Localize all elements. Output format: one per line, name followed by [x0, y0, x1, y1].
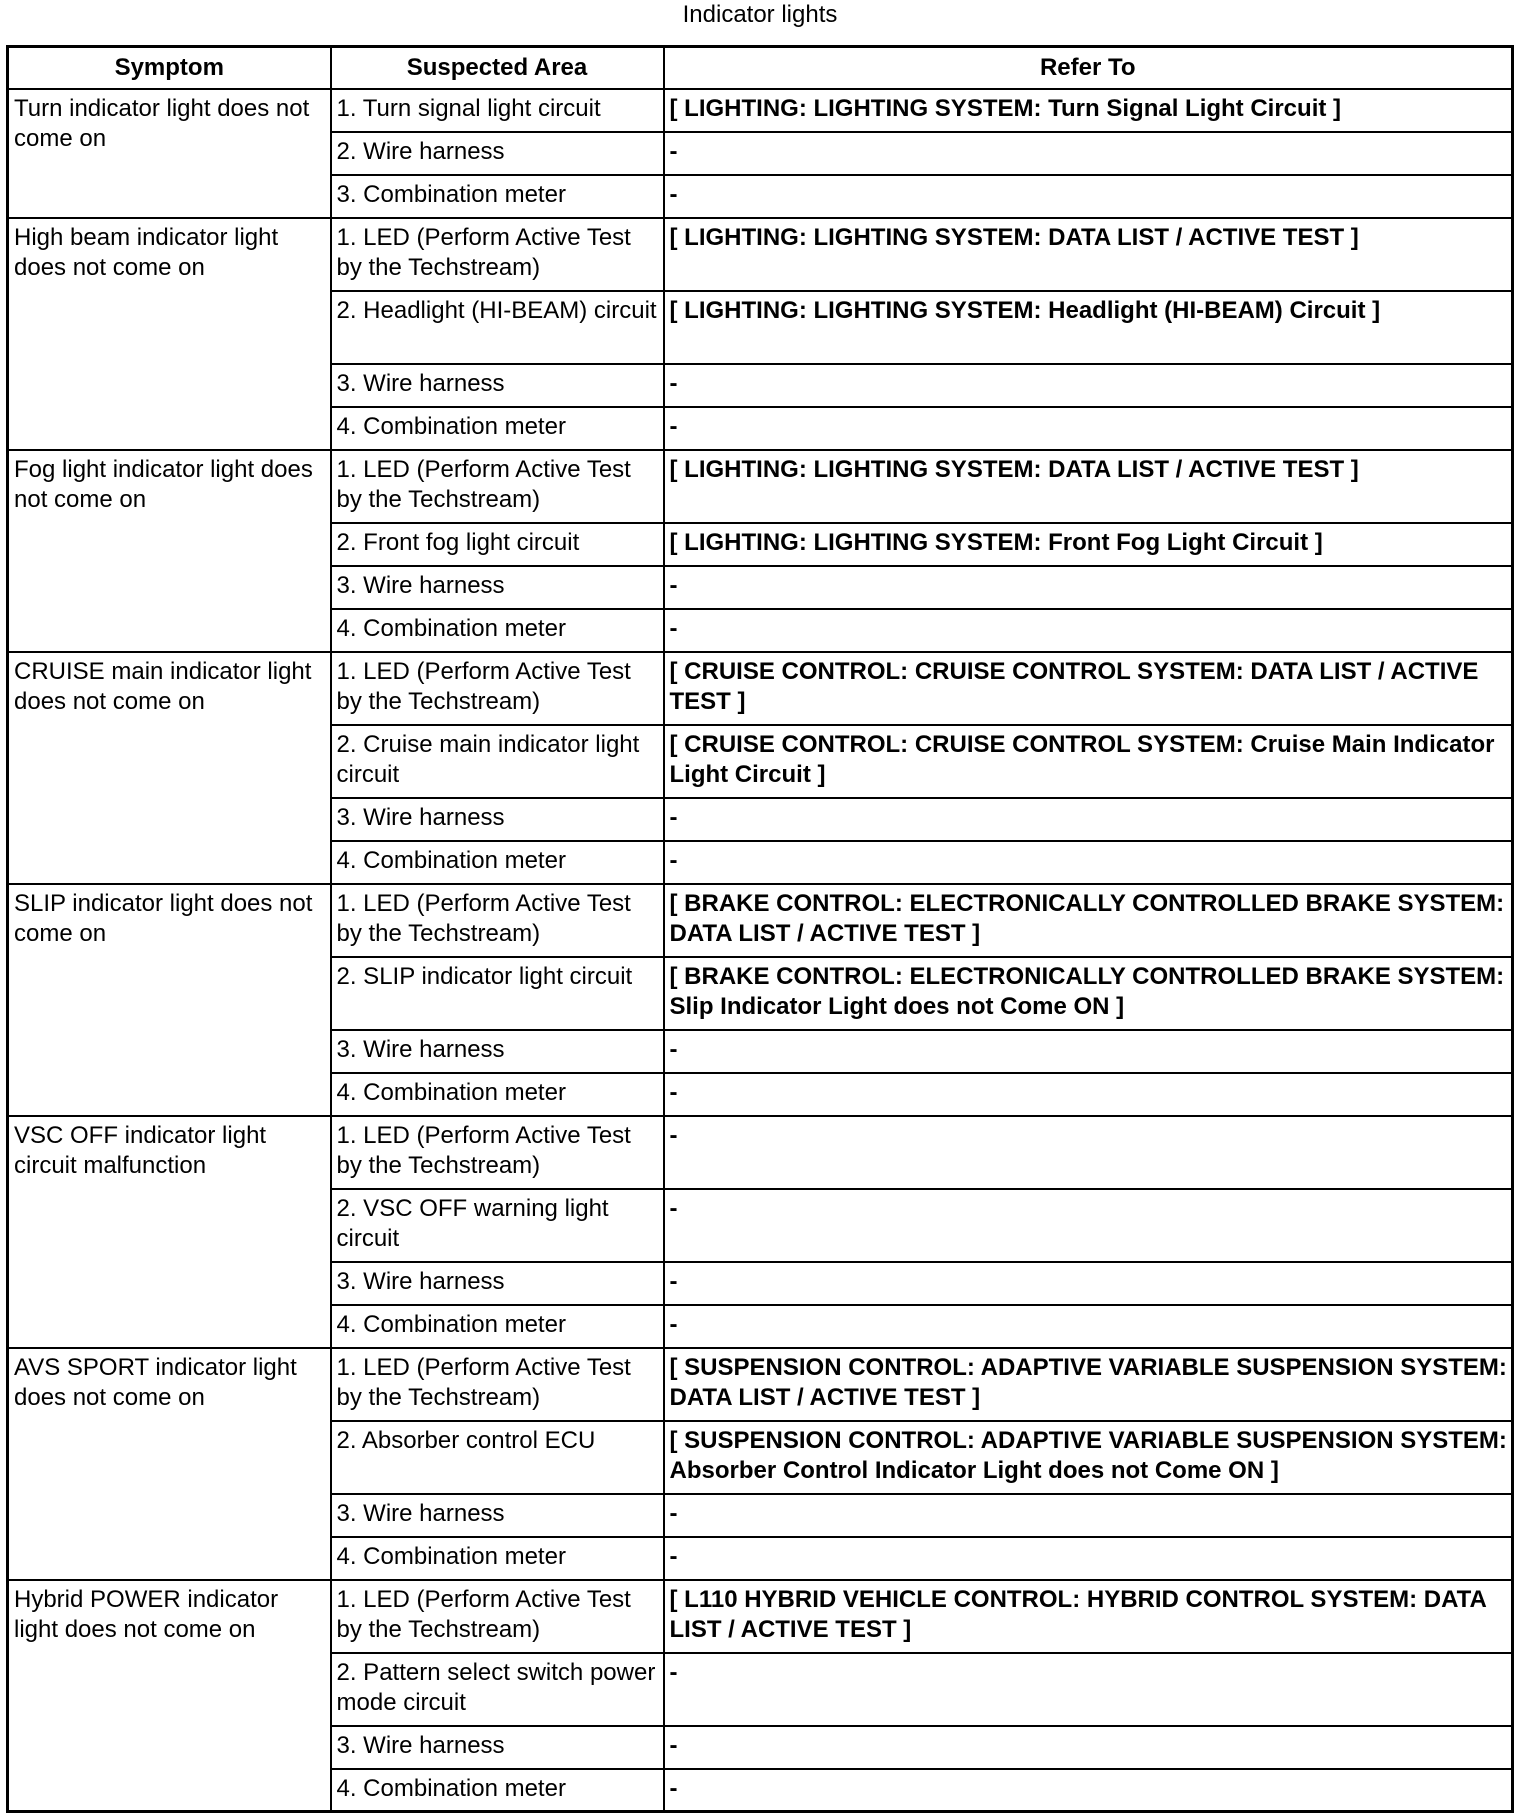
suspected-area-cell: 2. SLIP indicator light circuit — [331, 957, 664, 1030]
suspected-area-cell: 4. Combination meter — [331, 1769, 664, 1812]
suspected-area-cell: 1. LED (Perform Active Test by the Techstream) — [331, 652, 664, 725]
column-header: Symptom — [8, 47, 331, 89]
symptom-cell: AVS SPORT indicator light does not come on — [8, 1348, 331, 1580]
refer-to-cell: - — [664, 132, 1513, 175]
refer-to-cell: - — [664, 175, 1513, 218]
suspected-area-cell: 2. Pattern select switch power mode circuit — [331, 1653, 664, 1726]
symptom-cell: VSC OFF indicator light circuit malfunction — [8, 1116, 331, 1348]
refer-to-cell: - — [664, 1726, 1513, 1769]
suspected-area-cell: 2. Front fog light circuit — [331, 523, 664, 566]
refer-to-cell: [ LIGHTING: LIGHTING SYSTEM: Headlight (HI-BEAM) Circuit ] — [664, 291, 1513, 364]
suspected-area-cell: 1. LED (Perform Active Test by the Techstream) — [331, 1348, 664, 1421]
suspected-area-cell: 1. LED (Perform Active Test by the Techstream) — [331, 1580, 664, 1653]
refer-to-cell: - — [664, 1189, 1513, 1262]
suspected-area-cell: 1. LED (Perform Active Test by the Techstream) — [331, 884, 664, 957]
suspected-area-cell: 1. LED (Perform Active Test by the Techstream) — [331, 450, 664, 523]
suspected-area-cell: 3. Wire harness — [331, 798, 664, 841]
refer-to-cell: - — [664, 364, 1513, 407]
table-body — [8, 89, 1513, 1812]
symptom-cell: High beam indicator light does not come on — [8, 218, 331, 450]
suspected-area-cell: 4. Combination meter — [331, 1073, 664, 1116]
refer-to-cell: - — [664, 1305, 1513, 1348]
suspected-area-cell: 3. Wire harness — [331, 364, 664, 407]
refer-to-cell: - — [664, 1769, 1513, 1812]
table-row — [8, 89, 1513, 132]
table-row — [8, 884, 1513, 957]
indicator-lights-table — [6, 45, 1514, 1813]
refer-to-cell: [ LIGHTING: LIGHTING SYSTEM: Turn Signal Light Circuit ] — [664, 89, 1513, 132]
suspected-area-cell: 3. Wire harness — [331, 566, 664, 609]
suspected-area-cell: 1. LED (Perform Active Test by the Techstream) — [331, 218, 664, 291]
refer-to-cell: [ CRUISE CONTROL: CRUISE CONTROL SYSTEM: Cruise Main Indicator Light Circuit ] — [664, 725, 1513, 798]
refer-to-cell: - — [664, 841, 1513, 884]
suspected-area-cell: 1. LED (Perform Active Test by the Techstream) — [331, 1116, 664, 1189]
refer-to-cell: - — [664, 1494, 1513, 1537]
suspected-area-cell: 2. VSC OFF warning light circuit — [331, 1189, 664, 1262]
refer-to-cell: - — [664, 1030, 1513, 1073]
suspected-area-cell: 2. Wire harness — [331, 132, 664, 175]
refer-to-cell: - — [664, 566, 1513, 609]
symptom-cell: Turn indicator light does not come on — [8, 89, 331, 218]
table-row — [8, 1348, 1513, 1421]
suspected-area-cell: 2. Absorber control ECU — [331, 1421, 664, 1494]
suspected-area-cell: 3. Wire harness — [331, 1494, 664, 1537]
symptom-cell: Fog light indicator light does not come on — [8, 450, 331, 652]
refer-to-cell: - — [664, 609, 1513, 652]
refer-to-cell: [ BRAKE CONTROL: ELECTRONICALLY CONTROLLED BRAKE SYSTEM: Slip Indicator Light does not Come ON ] — [664, 957, 1513, 1030]
refer-to-cell: [ LIGHTING: LIGHTING SYSTEM: Front Fog Light Circuit ] — [664, 523, 1513, 566]
table-row — [8, 1580, 1513, 1653]
symptom-cell: Hybrid POWER indicator light does not come on — [8, 1580, 331, 1812]
suspected-area-cell: 2. Headlight (HI-BEAM) circuit — [331, 291, 664, 364]
suspected-area-cell: 4. Combination meter — [331, 1305, 664, 1348]
suspected-area-cell: 1. Turn signal light circuit — [331, 89, 664, 132]
suspected-area-cell: 3. Wire harness — [331, 1030, 664, 1073]
suspected-area-cell: 4. Combination meter — [331, 609, 664, 652]
header-row — [8, 47, 1513, 89]
refer-to-cell: [ L110 HYBRID VEHICLE CONTROL: HYBRID CONTROL SYSTEM: DATA LIST / ACTIVE TEST ] — [664, 1580, 1513, 1653]
refer-to-cell: - — [664, 1116, 1513, 1189]
table-row — [8, 1116, 1513, 1189]
symptom-cell: SLIP indicator light does not come on — [8, 884, 331, 1116]
suspected-area-cell: 4. Combination meter — [331, 407, 664, 450]
suspected-area-cell: 3. Wire harness — [331, 1262, 664, 1305]
suspected-area-cell: 4. Combination meter — [331, 1537, 664, 1580]
table-row — [8, 450, 1513, 523]
suspected-area-cell: 3. Combination meter — [331, 175, 664, 218]
column-header: Suspected Area — [331, 47, 664, 89]
refer-to-cell: - — [664, 1073, 1513, 1116]
table-row — [8, 652, 1513, 725]
refer-to-cell: - — [664, 1537, 1513, 1580]
refer-to-cell: [ LIGHTING: LIGHTING SYSTEM: DATA LIST / ACTIVE TEST ] — [664, 450, 1513, 523]
suspected-area-cell: 4. Combination meter — [331, 841, 664, 884]
refer-to-cell: - — [664, 1653, 1513, 1726]
refer-to-cell: [ LIGHTING: LIGHTING SYSTEM: DATA LIST / ACTIVE TEST ] — [664, 218, 1513, 291]
refer-to-cell: - — [664, 407, 1513, 450]
suspected-area-cell: 3. Wire harness — [331, 1726, 664, 1769]
page-title: Indicator lights — [682, 1, 838, 28]
table-row — [8, 218, 1513, 291]
refer-to-cell: [ BRAKE CONTROL: ELECTRONICALLY CONTROLLED BRAKE SYSTEM: DATA LIST / ACTIVE TEST ] — [664, 884, 1513, 957]
suspected-area-cell: 2. Cruise main indicator light circuit — [331, 725, 664, 798]
refer-to-cell: - — [664, 1262, 1513, 1305]
symptom-cell: CRUISE main indicator light does not come on — [8, 652, 331, 884]
column-header: Refer To — [664, 47, 1513, 89]
refer-to-cell: - — [664, 798, 1513, 841]
refer-to-cell: [ SUSPENSION CONTROL: ADAPTIVE VARIABLE SUSPENSION SYSTEM: Absorber Control Indicator Light does not Come ON ] — [664, 1421, 1513, 1494]
refer-to-cell: [ SUSPENSION CONTROL: ADAPTIVE VARIABLE SUSPENSION SYSTEM: DATA LIST / ACTIVE TEST ] — [664, 1348, 1513, 1421]
refer-to-cell: [ CRUISE CONTROL: CRUISE CONTROL SYSTEM: DATA LIST / ACTIVE TEST ] — [664, 652, 1513, 725]
